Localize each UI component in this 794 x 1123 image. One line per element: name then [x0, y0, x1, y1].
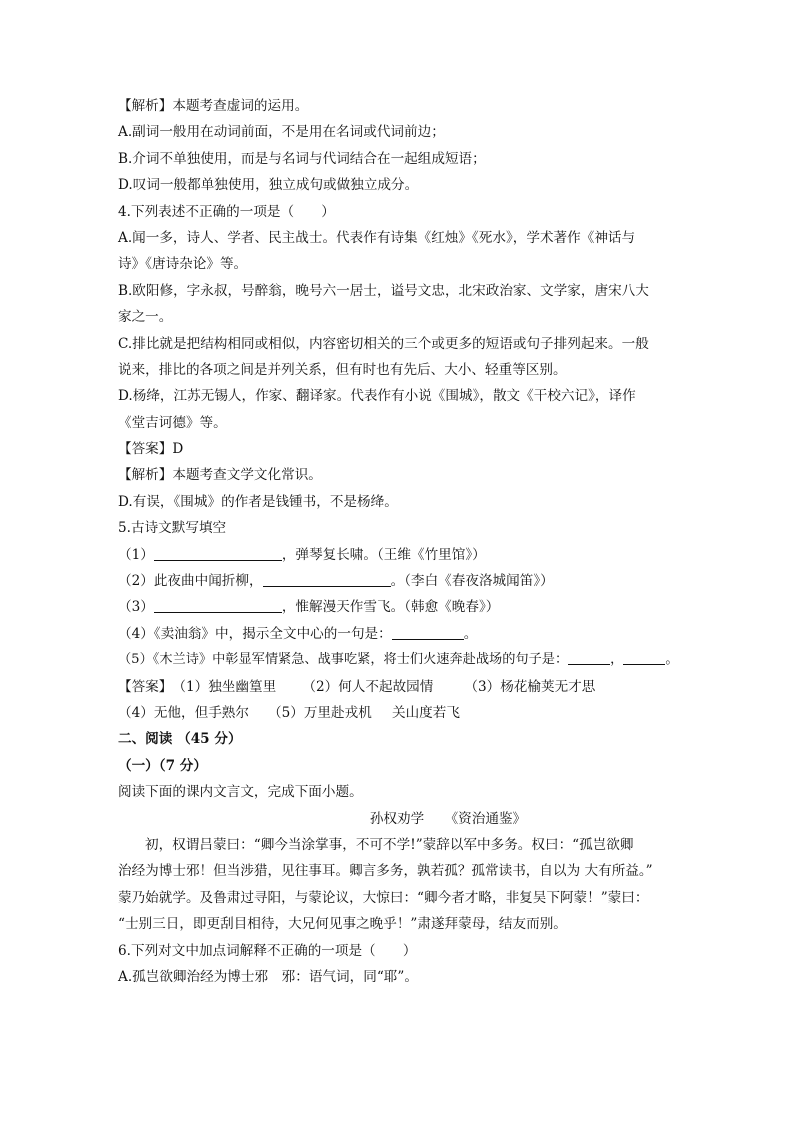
option-line: 诗》《唐诗杂论》等。	[118, 256, 248, 273]
blank-line	[154, 546, 282, 561]
section-heading: 二、阅读 （45 分）	[118, 731, 242, 748]
option-line: 《堂吉诃德》等。	[118, 414, 227, 431]
blank-line	[623, 650, 665, 665]
answer-line: 【答案】（1）独坐幽篁里 （2）何人不起故园情 （3）杨花榆荚无才思	[118, 678, 596, 695]
fill-blank-5: （5）《木兰诗》中彰显军情紧急、战事吃紧，将士们火速奔赴战场的句子是： ， 。	[118, 652, 679, 668]
passage-line: “士别三日，即更刮目相待，大兄何见事之晚乎！”肃遂拜蒙母，结友而别。	[118, 916, 567, 933]
document-body	[118, 93, 688, 990]
option-line: 说来，排比的各项之间是并列关系，但有时也有先后、大小、轻重等区别。	[118, 361, 567, 378]
question-5-stem: 5.古诗文默写填空	[118, 520, 227, 537]
fill-blank-4: （4）《卖油翁》中，揭示全文中心的一句是： 。	[118, 625, 478, 642]
passage-line: 治经为博士邪！但当涉猎，见往事耳。卿言多务，孰若孤？孤常读书，自以为 大有所益。”	[118, 863, 653, 880]
question-4-stem: 4.下列表述不正确的一项是（ ）	[118, 203, 335, 220]
option-line: B.欧阳修，字永叔，号醉翁，晚号六一居士，谥号文忠，北宋政治家、文学家，唐宋八大	[118, 282, 649, 299]
passage-line: 初，权谓吕蒙曰：“卿今当涂掌事，不可不学!”蒙辞以军中多务。权曰：“孤岂欲卿	[145, 836, 634, 853]
analysis-line: B.介词不单独使用，而是与名词与代词结合在一起组成短语；	[118, 150, 486, 167]
option-line: D.杨绛，江苏无锡人，作家、翻译家。代表作有小说《围城》，散文《干校六记》，译作	[118, 388, 636, 405]
fill-blank-1: （1） ，弹琴复长啸。（王维《竹里馆》）	[118, 546, 486, 563]
analysis-line: D.有误，《围城》的作者是钱锺书，不是杨绛。	[118, 493, 398, 510]
option-line: C.排比就是把结构相同或相似，内容密切相关的三个或更多的短语或句子排列起来。一般	[118, 335, 649, 352]
reading-instruction: 阅读下面的课内文言文，完成下面小题。	[118, 784, 363, 801]
option-line: A.闻一多，诗人、学者、民主战士。代表作有诗集《红烛》《死水》，学术著作《神话与	[118, 229, 636, 246]
fill-blank-2: （2）此夜曲中闻折柳， 。（李白《春夜洛城闻笛》）	[118, 573, 554, 590]
question-6-stem: 6.下列对文中加点词解释不正确的一项是（ ）	[118, 942, 417, 959]
fill-blank-3: （3） ，惟解漫天作雪飞。（韩愈《晚春》）	[118, 599, 500, 616]
subsection-heading: （一）（7 分）	[118, 757, 207, 774]
option-line: A.孤岂欲卿治经为博士邪 邪：语气词，同“耶”。	[118, 968, 418, 985]
passage-line: 蒙乃始就学。及鲁肃过寻阳，与蒙论议，大惊曰：“卿今者才略，非复吴下阿蒙！”蒙曰：	[118, 889, 649, 906]
blank-line	[154, 598, 282, 613]
answer-line: （4）无他，但手熟尔 （5）万里赴戎机 关山度若飞	[118, 704, 460, 721]
blank-line	[263, 572, 391, 587]
analysis-line: A.副词一般用在动词前面，不是用在名词或代词前边；	[118, 124, 445, 141]
analysis-line: 【解析】本题考查文学文化常识。	[118, 467, 322, 484]
option-line: 家之一。	[118, 309, 173, 326]
passage-title: 孙权劝学 《资治通鉴》	[369, 810, 527, 827]
blank-line	[392, 625, 464, 640]
analysis-line: 【解析】本题考查虚词的运用。	[118, 98, 309, 114]
answer-line: 【答案】D	[118, 441, 184, 458]
blank-line	[568, 650, 610, 665]
analysis-line: D.叹词一般都单独使用，独立成句或做独立成分。	[118, 177, 419, 194]
